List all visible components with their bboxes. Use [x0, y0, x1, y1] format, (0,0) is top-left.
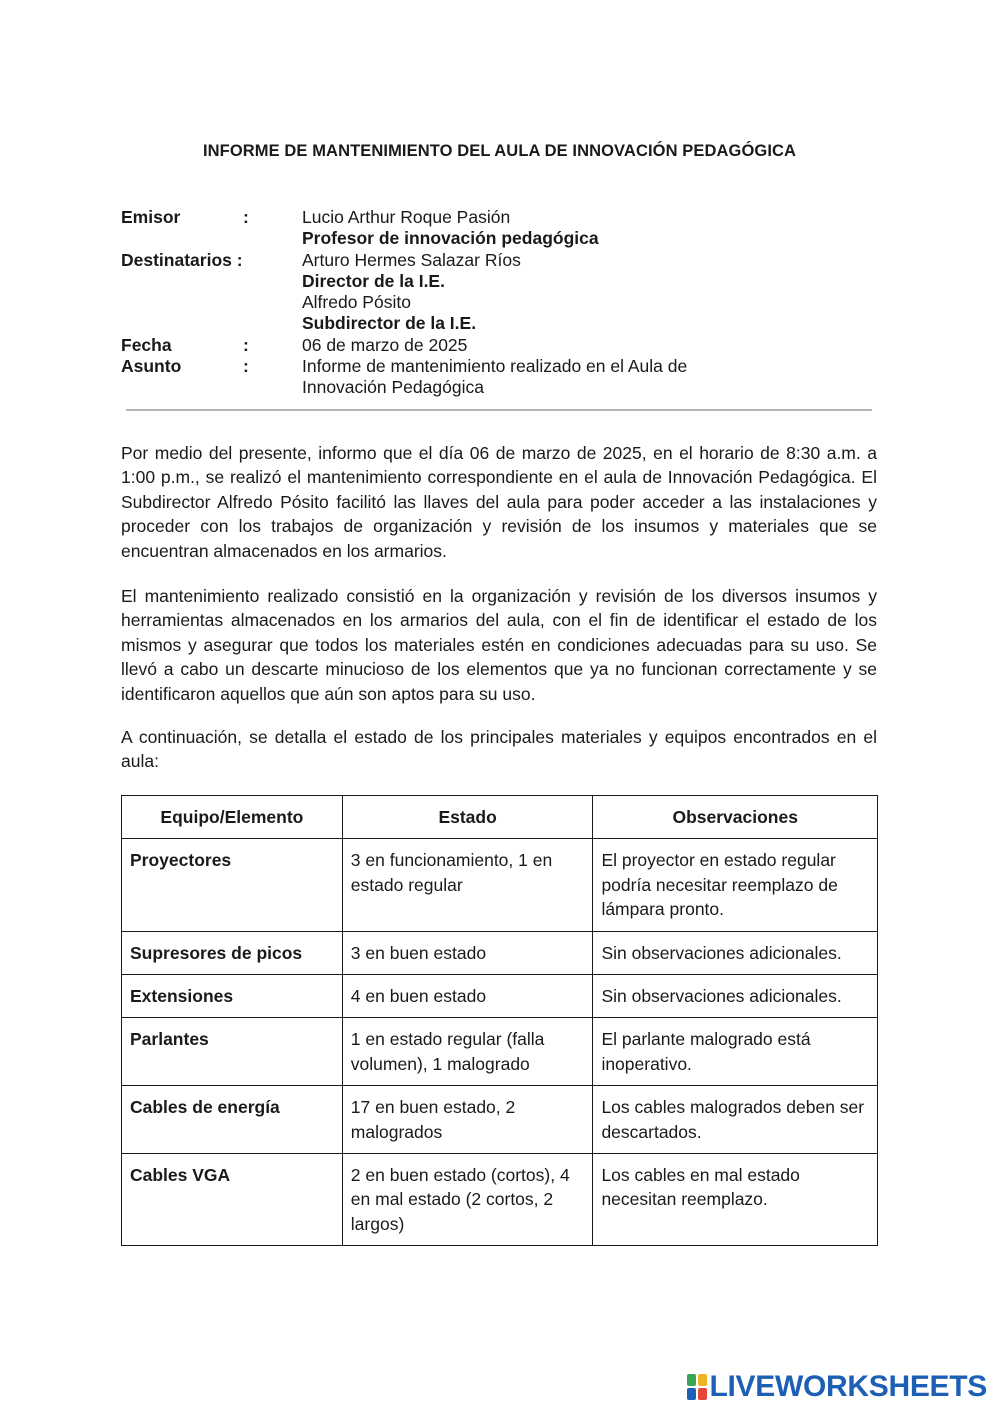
- emisor-row: [121, 207, 881, 228]
- item-cell: Proyectores: [122, 839, 343, 931]
- observaciones-cell: Los cables en mal estado necesitan reemplazo.: [593, 1154, 878, 1246]
- observaciones-cell: Sin observaciones adicionales.: [593, 975, 878, 1018]
- table-header-row: [122, 796, 878, 839]
- equipment-status-table: [121, 795, 878, 1246]
- asunto-line-2: Innovación Pedagógica: [302, 377, 484, 398]
- asunto-row: [121, 356, 881, 377]
- emisor-label: Emisor: [121, 207, 181, 227]
- item-cell: Supresores de picos: [122, 931, 343, 974]
- emisor-name: Lucio Arthur Roque Pasión: [302, 207, 511, 227]
- column-header-estado: Estado: [342, 796, 593, 839]
- paragraph-intro: Por medio del presente, informo que el día 06 de marzo de 2025, en el horario de 8:30 a.m. a 1:00 p.m., se realizó el mantenimiento correspondiente en el aula de Innovación Pedagógica. El Subdirector Alfredo Pósito facilitó las llaves del aula para poder acceder a las instalaciones y proceder con los trabajos de organización y revisión de los insumos y materiales que se encuentran almacenados en los armarios.: [121, 443, 877, 561]
- separator: :: [243, 207, 249, 227]
- dest1-role: Director de la I.E.: [302, 270, 445, 291]
- destinatarios-row: [121, 250, 881, 271]
- asunto-label: Asunto: [121, 356, 182, 377]
- header-divider: [126, 409, 872, 411]
- fecha-row: [121, 335, 881, 356]
- table-row: [122, 839, 878, 931]
- dest1-name: Arturo Hermes Salazar Ríos: [302, 249, 521, 270]
- emisor-role: Profesor de innovación pedagógica: [302, 228, 599, 249]
- separator: :: [243, 356, 249, 377]
- observaciones-cell: El proyector en estado regular podría necesitar reemplazo de lámpara pronto.: [593, 839, 878, 931]
- observaciones-cell: Los cables malogrados deben ser descartados.: [593, 1086, 878, 1154]
- asunto-line-1: Informe de mantenimiento realizado en el Aula de: [302, 356, 688, 377]
- item-cell: Extensiones: [122, 975, 343, 1018]
- estado-cell: 4 en buen estado: [342, 975, 593, 1018]
- memo-header: [121, 207, 881, 399]
- estado-cell: 3 en buen estado: [342, 931, 593, 974]
- observaciones-cell: El parlante malogrado está inoperativo.: [593, 1018, 878, 1086]
- destinatarios-label: Destinatarios :: [121, 249, 243, 270]
- column-header-equipo: Equipo/Elemento: [122, 796, 343, 839]
- liveworksheets-wordmark: LIVEWORKSHEETS: [709, 1370, 987, 1403]
- estado-cell: 2 en buen estado (cortos), 4 en mal estado (2 cortos, 2 largos): [342, 1154, 593, 1246]
- observaciones-cell: Sin observaciones adicionales.: [593, 931, 878, 974]
- dest2-role: Subdirector de la I.E.: [302, 313, 477, 334]
- estado-cell: 1 en estado regular (falla volumen), 1 malogrado: [342, 1018, 593, 1086]
- fecha-label: Fecha: [121, 334, 172, 355]
- item-cell: Cables VGA: [122, 1154, 343, 1246]
- table-row: [122, 975, 878, 1018]
- estado-cell: 3 en funcionamiento, 1 en estado regular: [342, 839, 593, 931]
- paragraph-table-intro: A continuación, se detalla el estado de los principales materiales y equipos encontrados en el aula:: [121, 727, 877, 772]
- table-row: [122, 1086, 878, 1154]
- table-row: [122, 931, 878, 974]
- dest2-name: Alfredo Pósito: [302, 292, 411, 313]
- table-row: [122, 1018, 878, 1086]
- table-row: [122, 1154, 878, 1246]
- item-cell: Cables de energía: [122, 1086, 343, 1154]
- fecha-value: 06 de marzo de 2025: [302, 334, 468, 355]
- liveworksheets-logo-icon: [687, 1374, 707, 1400]
- column-header-observaciones: Observaciones: [593, 796, 878, 839]
- liveworksheets-watermark: [687, 1372, 988, 1402]
- item-cell: Parlantes: [122, 1018, 343, 1086]
- paragraph-maintenance: El mantenimiento realizado consistió en la organización y revisión de los diversos insumos y herramientas almacenados en los armarios del aula, con el fin de identificar el estado de los mismos y asegurar que todos los materiales estén en condiciones adecuadas para su uso. Se llevó a cabo un descarte minucioso de los elementos que ya no funcionan correctamente y se identificaron aquellos que aún son aptos para su uso.: [121, 586, 877, 704]
- estado-cell: 17 en buen estado, 2 malogrados: [342, 1086, 593, 1154]
- separator: :: [243, 334, 249, 355]
- document-title: INFORME DE MANTENIMIENTO DEL AULA DE INNOVACIÓN PEDAGÓGICA: [202, 142, 797, 160]
